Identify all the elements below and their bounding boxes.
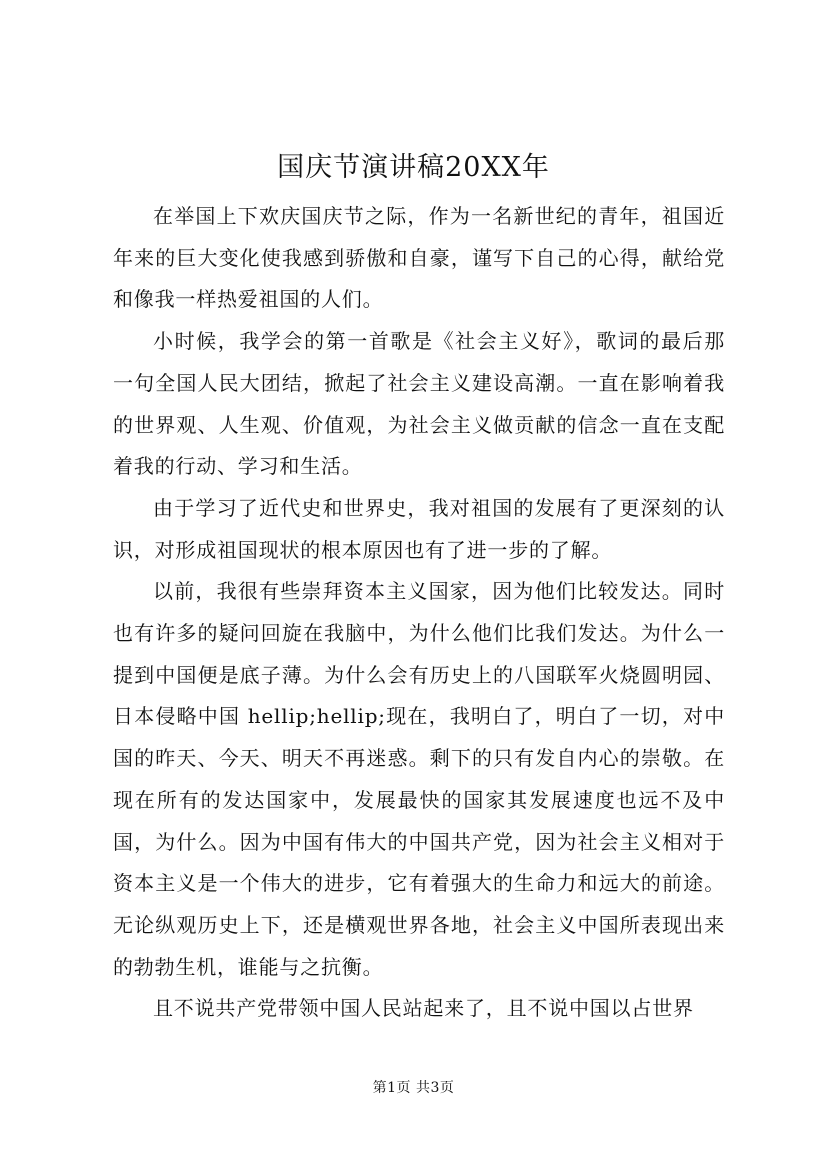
document-title: 国庆节演讲稿20XX年: [277, 152, 550, 183]
paragraph-1: 在举国上下欢庆国庆节之际，作为一名新世纪的青年，祖国近年来的巨大变化使我感到骄傲和自豪，谨写下自己的心得，献给党和像我一样热爱祖国的人们。: [113, 204, 725, 312]
document-body: [113, 196, 725, 1030]
paragraph-2: 小时候，我学会的第一首歌是《社会主义好》，歌词的最后那一句全国人民大团结，掀起了社会主义建设高潮。一直在影响着我的世界观、人生观、价值观，为社会主义做贡献的信念一直在支配着我的行动、学习和生活。: [113, 329, 725, 479]
paragraph-5: 且不说共产党带领中国人民站起来了，且不说中国以占世界: [153, 996, 694, 1021]
paragraph-4: 以前，我很有些崇拜资本主义国家，因为他们比较发达。同时也有许多的疑问回旋在我脑中，为什么他们比我们发达。为什么一提到中国便是底子薄。为什么会有历史上的八国联军火烧圆明园、日本侵略中国 hellip;hellip;现在，我明白了，明白了一切，对中国的昨天、今天、明天不再迷惑。剩下的只有发自内心的崇敬。在现在所有的发达国家中，发展最快的国家其发展速度也远不及中国，为什么。因为中国有伟大的中国共产党，因为社会主义相对于资本主义是一个伟大的进步，它有着强大的生命力和远大的前途。无论纵观历史上下，还是横观世界各地，社会主义中国所表现出来的勃勃生机，谁能与之抗衡。: [113, 579, 725, 979]
page-number-footer: 第1页 共3页: [372, 1080, 455, 1096]
paragraph-3: 由于学习了近代史和世界史，我对祖国的发展有了更深刻的认识，对形成祖国现状的根本原因也有了进一步的了解。: [113, 495, 725, 562]
